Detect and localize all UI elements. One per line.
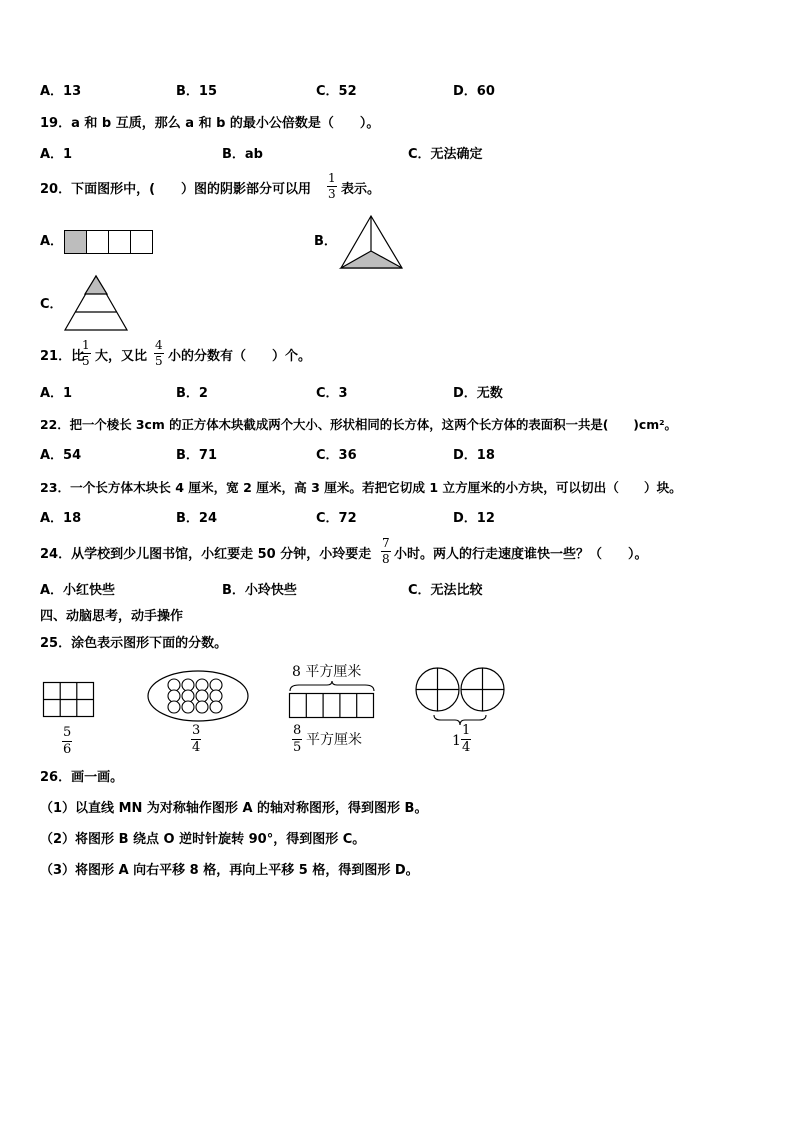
fraction-denominator: 4 xyxy=(192,740,201,755)
q24-option-b: B．小玲快些 xyxy=(222,583,297,598)
q18-option-a: A．13 xyxy=(40,84,82,99)
q23-option-a: A．18 xyxy=(40,511,82,526)
q21-option-b: B．2 xyxy=(176,386,208,401)
q18-option-d: D．60 xyxy=(453,84,495,99)
q24-option-c: C．无法比较 xyxy=(408,583,483,598)
q24-question-part2: 小时。两人的行走速度谁快一些？（ ）。 xyxy=(394,547,648,562)
q22-question: 22．把一个棱长 3cm 的正方体木块截成两个大小、形状相同的长方体，这两个长方体的表面积一共是( )cm²。 xyxy=(40,417,677,432)
q20-fraction xyxy=(327,172,337,201)
q20-question-end: 表示。 xyxy=(341,182,381,197)
fraction-denominator: 6 xyxy=(63,742,72,757)
fraction-numerator: 4 xyxy=(155,338,163,352)
q25-figure-3-brace xyxy=(289,681,375,693)
q19-question: 19．a 和 b 互质，那么 a 和 b 的最小公倍数是（ ）。 xyxy=(40,116,380,131)
fraction-denominator: 5 xyxy=(293,740,302,755)
q22-option-b: B．71 xyxy=(176,448,217,463)
q20-option-c: C． xyxy=(40,297,63,312)
q20-figure-b-triangle xyxy=(340,214,404,270)
q25-question: 25．涂色表示图形下面的分数。 xyxy=(40,636,228,651)
q24-fraction xyxy=(381,537,391,566)
q22-option-a: A．54 xyxy=(40,448,82,463)
fraction-numerator: 1 xyxy=(462,723,471,738)
fraction-denominator: 5 xyxy=(82,354,90,368)
q25-figure-4-whole: 1 xyxy=(452,733,461,749)
q25-figure-1-grid xyxy=(43,682,95,718)
q20-option-b: B． xyxy=(314,234,337,249)
q26-step-2: （2）将图形 B 绕点 O 逆时针旋转 90°，得到图形 C。 xyxy=(40,832,366,847)
q25-figure-2-fraction xyxy=(191,724,201,755)
q22-option-c: C．36 xyxy=(316,448,357,463)
q25-figure-4-circles xyxy=(415,667,507,715)
q18-option-b: B．15 xyxy=(176,84,217,99)
q21-option-d: D．无数 xyxy=(453,386,503,401)
q20-option-a: A． xyxy=(40,234,64,249)
q20-figure-c-triangle xyxy=(64,274,128,332)
fraction-denominator: 3 xyxy=(328,187,336,201)
q23-option-d: D．12 xyxy=(453,511,495,526)
q25-figure-3-fraction xyxy=(292,724,302,755)
q25-figure-4-brace xyxy=(433,714,487,726)
fraction-denominator: 4 xyxy=(462,740,471,755)
q21-question-part1: 21．比 xyxy=(40,349,85,364)
q22-option-d: D．18 xyxy=(453,448,495,463)
q24-option-a: A．小红快些 xyxy=(40,583,116,598)
q23-option-c: C．72 xyxy=(316,511,357,526)
q23-question: 23．一个长方体木块长 4 厘米，宽 2 厘米，高 3 厘米。若把它切成 1 立方厘米的小方块，可以切出（ ）块。 xyxy=(40,480,682,495)
fraction-numerator: 3 xyxy=(192,723,201,738)
q21-option-a: A．1 xyxy=(40,386,73,401)
q26-question: 26．画一画。 xyxy=(40,770,124,785)
q21-option-c: C．3 xyxy=(316,386,348,401)
fraction-denominator: 5 xyxy=(155,354,163,368)
q23-option-b: B．24 xyxy=(176,511,217,526)
q21-fraction-1 xyxy=(81,339,91,368)
q26-step-3: （3）将图形 A 向右平移 8 格，再向上平移 5 格，得到图形 D。 xyxy=(40,863,419,878)
q25-figure-2-oval xyxy=(147,670,249,722)
fraction-numerator: 5 xyxy=(63,725,72,740)
q20-figure-a-strip xyxy=(64,230,154,254)
fraction-numerator: 7 xyxy=(382,536,390,550)
fraction-numerator: 1 xyxy=(328,171,336,185)
q25-figure-4-fraction xyxy=(461,724,471,755)
fraction-numerator: 8 xyxy=(293,723,302,738)
q25-figure-3-top-label: 8 平方厘米 xyxy=(292,664,362,680)
section-4-heading: 四、动脑思考，动手操作 xyxy=(40,609,184,624)
fraction-numerator: 1 xyxy=(82,338,90,352)
q21-fraction-2 xyxy=(154,339,164,368)
q19-option-b: B．ab xyxy=(222,147,263,162)
q24-question-part1: 24．从学校到少儿图书馆，小红要走 50 分钟，小玲要走 xyxy=(40,547,372,562)
q19-option-a: A．1 xyxy=(40,147,73,162)
fraction-denominator: 8 xyxy=(382,552,390,566)
q26-step-1: （1）以直线 MN 为对称轴作图形 A 的轴对称图形，得到图形 B。 xyxy=(40,801,428,816)
q25-figure-1-fraction xyxy=(62,726,72,757)
q18-option-c: C．52 xyxy=(316,84,357,99)
q20-question-start: 20．下面图形中，( ）图的阴影部分可以用 xyxy=(40,182,312,197)
q19-option-c: C．无法确定 xyxy=(408,147,483,162)
q21-question-part3: 小的分数有（ ）个。 xyxy=(168,349,312,364)
q25-figure-3-strip xyxy=(289,693,375,719)
q25-figure-3-unit: 平方厘米 xyxy=(306,732,362,748)
q21-question-part2: 大，又比 xyxy=(95,349,148,364)
